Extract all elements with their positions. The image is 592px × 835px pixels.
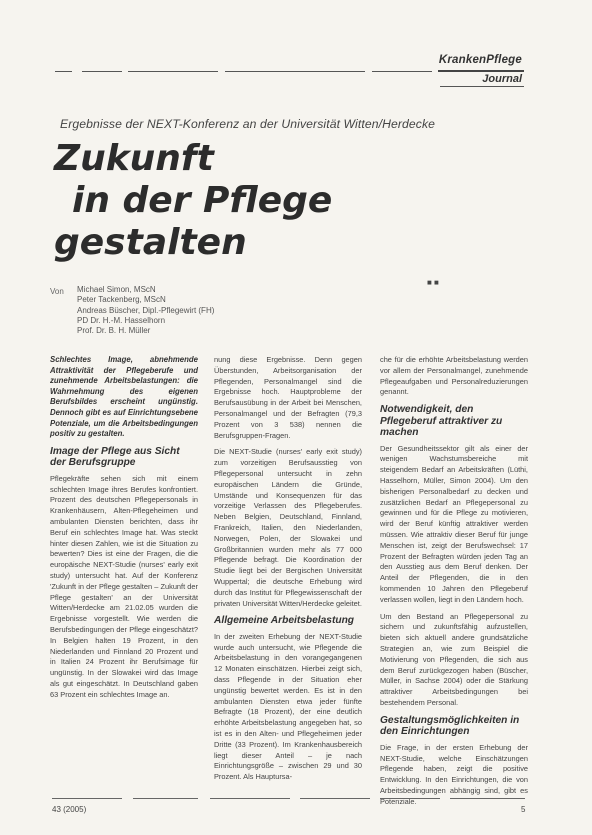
footer-rule bbox=[380, 798, 440, 799]
header-rule bbox=[225, 71, 365, 72]
header-rule bbox=[372, 71, 432, 72]
footer-rule bbox=[450, 798, 525, 799]
body-text: Pflegekräfte sehen sich mit einem schlechten Image ihres Berufes konfrontiert. Prozent des deutschen Pflegepersonals in Krankenhäusern, Alten-Pflegeheimen und ambulanten Diensten berichten, dass ihr Beruf ein schlechtes Image hat. Was steckt hinter diesen Zahlen, wie ist die Situation zu bewerten? Dies ist eine der Fragen, die die europäische NEXT-Studie (nurses' early exit study) untersucht hat. Auf der Konferenz 'Zukunft in der Pflege gestalten – Zukunft der Pflege gestalten' an der Universität Witten/Herdecke am 21.02.05 wurden die Ergebnisse vorgestellt. Wie werden die Berufsbedingungen der Pflege eingeschätzt? In Belgien halten 19 Prozent, in den Niederlanden und Finnland 20 Prozent und in Italien 24 Prozent ihr Berufsimage für ungünstig. In der Slowakei wird das Image als gut eingeschätzt. In Deutschland gaben 63 Prozent ein schlechtes Image an. bbox=[50, 473, 198, 699]
authors-label: Von bbox=[50, 287, 64, 296]
author: Michael Simon, MScN bbox=[77, 285, 156, 294]
column-2 bbox=[214, 355, 362, 789]
page-number: 5 bbox=[521, 805, 526, 814]
headline bbox=[54, 138, 332, 264]
header-rule bbox=[440, 86, 524, 87]
body-text: Der Gesundheitssektor gilt als einer der wenigen Wachstumsbereiche mit steigendem Bedarf an Arbeitskräften (Lüthi, Hasselhorn, Müller, Simon 2004). Um den bisherigen Personalbedarf zu decken und zusätzlichen Bedarf an Pflegepersonal zu gewinnen und für die Pflege zu motivieren, wird der Beruf künftig attraktiver werden müssen. Wie attraktiv dieser Beruf für junge Menschen ist, zeigt der Berufswechsel: 17 Prozent der Befragten würden jeden Tag an den Ausstieg aus dem Beruf denken. Der Anteil der Pflegenden, die in den kommenden 10 Jahren den Pflegeberuf verlassen wollen, liegt in den Ländern hoch. bbox=[380, 443, 528, 604]
subheading: Image der Pflege aus Sicht der Berufsgruppe bbox=[50, 445, 180, 469]
subheading: Gestaltungsmöglichkeiten in den Einrichtungen bbox=[380, 714, 520, 738]
body-text: Die NEXT-Studie (nurses' early exit study) zum vorzeitigen Berufsausstieg von Pflegepersonal untersucht in zehn europäischen Ländern die Gründe, Umstände und Konsequenzen für das vorzeitige Verlassen des Pflegeberufes. Neben Belgien, Deutschland, Finnland, Frankreich, Italien, den Niederlanden, Norwegen, Polen, der Slowakei und Großbritannien wurden mehr als 77 000 Pflegende befragt. Die Koordination der Studie liegt bei der Bergischen Universität Wuppertal; die deutsche Erhebung wird durch das Institut für Pflegewissenschaft der privaten Universität Witten/Herdecke geleitet. bbox=[214, 447, 362, 608]
corner-mark: ■ ■ bbox=[427, 278, 439, 287]
body-text: Die Frage, in der ersten Erhebung der NEXT-Studie, welche Einschätzungen Pflegende haben, zeigt die positive Entwicklung. In den Einrichtungen, die von Arbeitsbedingungen abhängig sind, gibt es Potenziale. bbox=[380, 742, 528, 806]
body-text: In der zweiten Erhebung der NEXT-Studie wurde auch untersucht, wie Pflegende die Arbeitsbelastung in den vorangegangenen 12 Monaten einschätzen. Hierbei zeigt sich, dass Pflegende in der Situation eher ungünstig bewertet werden. Es ist in den ambulanten Diensten etwa jeder fünfte Befragte (18 Prozent), der eine deutlich erhöhte Arbeitsbelastung angegeben hat, so ist es in den Alten- und Pflegeheimen jeder Dritte (33 Prozent). Im Krankenhausbereich liegt dieser Anteil – je nach Einrichtungsgröße – zwischen 29 und 30 Prozent. Als Hauptursa- bbox=[214, 631, 362, 782]
body-text: Um den Bestand an Pflegepersonal zu sichern und zukunftsfähig aufzustellen, bieten sich aktuell andere grundsätzliche Strategien an, wie zum Beispiel die Motivierung von Pflegenden, die sich aus dem Beruf zurückgezogen haben (Büscher, Müller, in Sachse 2004) oder die Stärkung attraktiver Arbeitsbedingungen bei bestehendem Personal. bbox=[380, 611, 528, 708]
conference-line: Ergebnisse der NEXT-Konferenz an der Universität Witten/Herdecke bbox=[60, 117, 436, 131]
journal-subtitle: Journal bbox=[482, 73, 522, 85]
subheading: Notwendigkeit, den Pflegeberuf attraktiver zu machen bbox=[380, 404, 503, 439]
author-list bbox=[77, 285, 214, 336]
header-rule bbox=[128, 71, 218, 72]
column-3 bbox=[380, 355, 528, 814]
article-lead: Schlechtes Image, abnehmende Attraktivität der Pflegeberufe und zunehmende Arbeitsbelastungen: die Wahrnehmung des eigenen Berufsbildes erscheint ungünstig. Dennoch gibt es auf Einrichtungsebene Potenziale, um die Arbeitsbedingungen positiv zu gestalten. bbox=[50, 355, 198, 439]
footer-rule bbox=[52, 798, 122, 799]
author: Andreas Büscher, Dipl.-Pflegewirt (FH) bbox=[77, 305, 215, 315]
headline-line-3: gestalten bbox=[54, 222, 247, 263]
body-text: che für die erhöhte Arbeitsbelastung werden vor allem der Personalmangel, zunehmende Pflegeaufgaben und Personalreduzierungen genannt. bbox=[380, 355, 528, 397]
footer-rule bbox=[210, 798, 290, 799]
journal-title: KrankenPflege bbox=[438, 54, 522, 66]
header-rule bbox=[82, 71, 122, 72]
footer-rule bbox=[300, 798, 370, 799]
body-text: nung diese Ergebnisse. Denn gegen Überstunden, Arbeitsorganisation der Pflegenden, Personalmangel sind die Ergebnisse hoch. Hauptprobleme der Berufsausübung in der Arbeit bei Menschen, Personalmangel und der Befragten (79,3 Prozent von 3 538) nennen die Berufsgruppen-Fragen. bbox=[214, 355, 362, 440]
footer-rule bbox=[133, 798, 198, 799]
subheading: Allgemeine Arbeitsbelastung bbox=[214, 615, 355, 627]
header-rule bbox=[438, 70, 524, 72]
headline-line-1: Zukunft bbox=[54, 138, 214, 179]
author: Prof. Dr. B. H. Müller bbox=[77, 326, 151, 336]
header-rule bbox=[55, 71, 72, 72]
author: PD Dr. H.-M. Hasselhorn bbox=[77, 315, 166, 325]
headline-line-2: in der Pflege bbox=[72, 180, 333, 221]
column-1 bbox=[50, 355, 198, 706]
issue-number: 43 (2005) bbox=[52, 805, 87, 814]
author: Peter Tackenberg, MScN bbox=[77, 295, 166, 305]
